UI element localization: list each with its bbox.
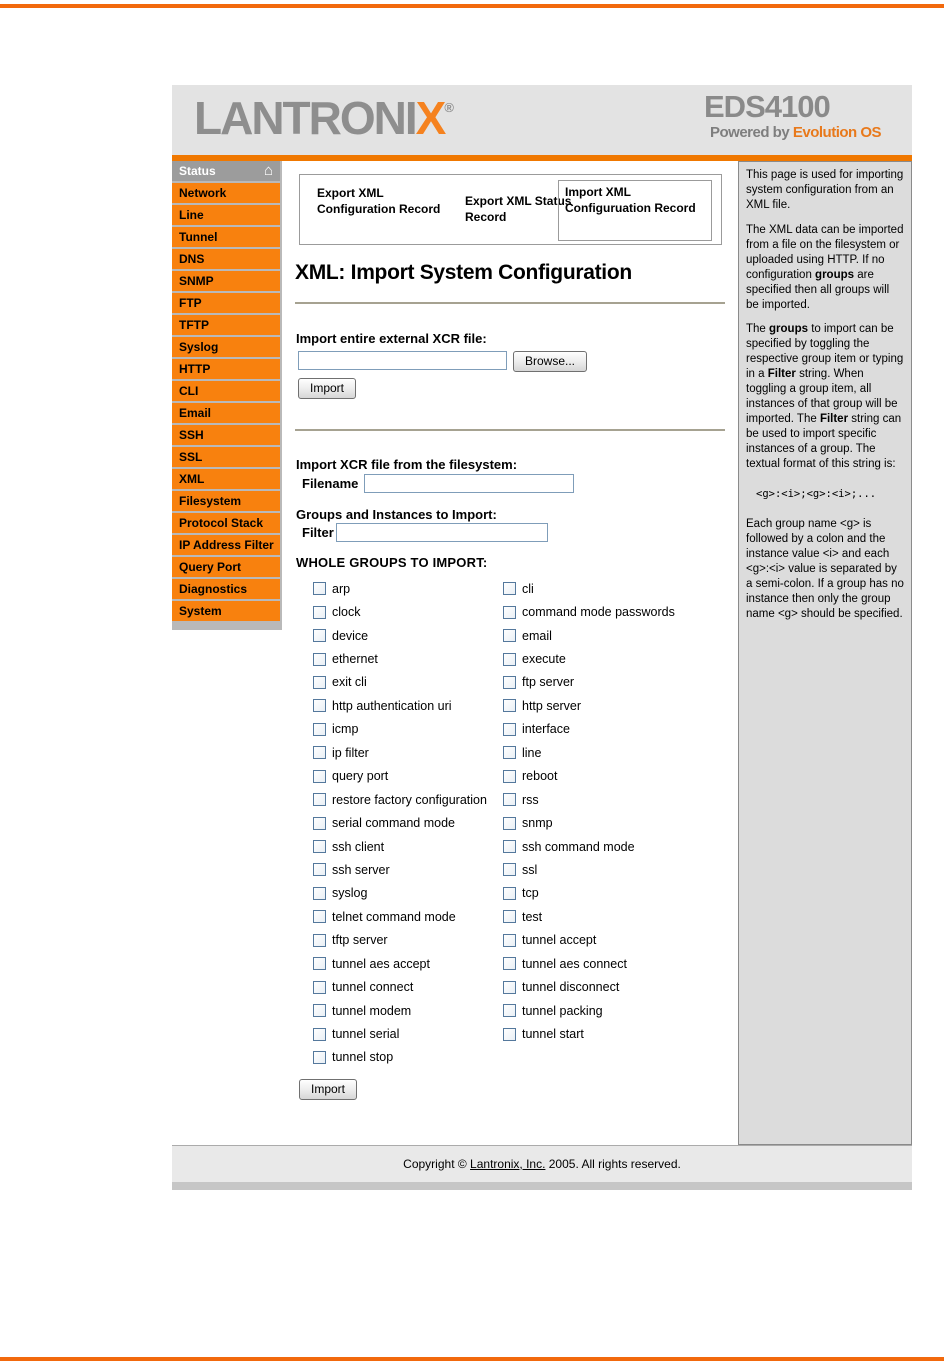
checkbox[interactable] [503,887,516,900]
group-checkbox-row [503,624,675,647]
group-label: tunnel aes connect [522,956,627,971]
xcr-file-input[interactable] [298,351,507,370]
group-checkbox-row [503,882,675,905]
sidebar-item-label: System [179,604,222,618]
sidebar-item-label: DNS [179,252,205,266]
checkbox[interactable] [503,629,516,642]
group-label: reboot [522,769,558,784]
tab-import-xml-configuration-record[interactable]: Import XML Configuruation Record [558,180,712,241]
group-checkbox-row [313,788,487,811]
sidebar-item[interactable] [172,491,280,511]
sidebar-item-label: SSL [179,450,203,464]
group-checkbox-row [313,882,487,905]
group-checkbox-row [313,577,487,600]
group-label: test [522,909,543,924]
group-label: ethernet [332,652,378,667]
app-window [172,85,912,1190]
sidebar-item-label: FTP [179,296,202,310]
home-icon[interactable]: ⌂ [263,162,273,179]
group-label: http authentication uri [332,698,452,713]
filter-input[interactable] [336,523,548,542]
sidebar-item[interactable] [172,425,280,445]
checkbox[interactable] [503,723,516,736]
group-column-left [313,577,487,1069]
checkbox[interactable] [503,746,516,759]
footer [172,1145,912,1182]
checkbox[interactable] [503,699,516,712]
group-label: telnet command mode [332,909,456,924]
group-label: tunnel stop [332,1050,394,1065]
sidebar-item[interactable] [172,183,280,203]
logo-text: LANTRONI [194,92,416,144]
lantronix-logo [194,92,454,144]
group-label: tunnel start [522,1027,584,1042]
evolution-os-text: Evolution OS [792,124,882,141]
group-checkbox-row [503,694,675,717]
sidebar-item-label: CLI [179,384,199,398]
checkbox[interactable] [313,1051,326,1064]
checkbox[interactable] [503,793,516,806]
checkbox[interactable] [313,723,326,736]
checkbox[interactable] [313,606,326,619]
checkbox[interactable] [503,582,516,595]
help-paragraph: This page is used for importing system configuration from an XML file. [746,169,904,211]
group-label: exit cli [332,675,367,690]
top-orange-rule [0,4,944,8]
powered-by-line [710,125,881,140]
checkbox[interactable] [503,934,516,947]
group-label: ssh server [332,862,390,877]
group-label: tunnel aes accept [332,956,430,971]
group-checkbox-row [503,671,675,694]
group-checkbox-row [313,647,487,670]
content-divider [295,302,725,304]
sidebar-item-label: SSH [179,428,204,442]
group-checkbox-row [503,577,675,600]
sidebar-item-label: Syslog [179,340,219,354]
sidebar-item[interactable] [172,249,280,269]
sidebar-item[interactable] [172,227,280,247]
copyright-prefix: Copyright © [403,1157,471,1171]
group-label: tunnel modem [332,1003,412,1018]
checkbox[interactable] [503,653,516,666]
help-paragraph: Each group name <g> is followed by a colon and the instance value <i> and each <g>:<i> value is separated by a semi-colon. If a group has no instance then only the group name <g> should be specified. [746,518,904,621]
group-label: command mode passwords [522,605,675,620]
group-checkbox-row [313,671,487,694]
checkbox[interactable] [313,582,326,595]
sidebar-item[interactable] [172,205,280,225]
sidebar-item-label: Line [179,208,204,222]
sidebar-item[interactable] [172,337,280,357]
checkbox[interactable] [313,676,326,689]
sidebar-item[interactable] [172,513,280,533]
group-checkbox-row [313,1022,487,1045]
checkbox[interactable] [313,910,326,923]
group-label: device [332,628,369,643]
sidebar-item[interactable] [172,403,280,423]
help-paragraph: The groups to import can be specified by toggling the respective group item or typing in a Filter string. When toggling a group item, all instances of that group will be imported. The Filter string can be used to import specific instances of a group. The textual format of this string is: [746,323,904,470]
group-checkbox-row [503,600,675,623]
product-block [704,91,881,140]
whole-groups-heading: WHOLE GROUPS TO IMPORT: [296,555,488,570]
sidebar-item[interactable] [172,469,280,489]
group-checkbox-row [503,788,675,811]
checkbox[interactable] [313,1004,326,1017]
group-checkbox-row [503,999,675,1022]
checkbox[interactable] [313,653,326,666]
sidebar-item-label: Filesystem [179,494,242,508]
sidebar-item-label: XML [179,472,205,486]
group-label: query port [332,769,389,784]
sidebar-item-label: Email [179,406,212,420]
group-label: icmp [332,722,359,737]
group-column-right [503,577,675,1046]
sidebar-item-label: Tunnel [179,230,218,244]
group-label: email [522,628,552,643]
group-checkbox-row [313,835,487,858]
sidebar [172,161,282,630]
sidebar-item-label: IP Address Filter [179,538,274,552]
import-button-top[interactable]: Import [298,378,356,399]
checkbox[interactable] [313,629,326,642]
filename-input[interactable] [364,474,574,493]
checkbox[interactable] [503,1028,516,1041]
group-label: http server [522,698,582,713]
checkbox[interactable] [313,887,326,900]
group-label: tunnel connect [332,980,414,995]
group-checkbox-row [313,858,487,881]
checkbox[interactable] [503,817,516,830]
group-checkbox-row [313,718,487,741]
group-label: interface [522,722,570,737]
filesystem-label: Import XCR file from the filesystem: [296,457,518,472]
group-checkbox-row [503,1022,675,1045]
main-content [282,161,738,1145]
group-label: restore factory configuration [332,792,487,807]
group-checkbox-row [503,741,675,764]
xml-tabs-box [299,174,722,245]
sidebar-item-label: Diagnostics [179,582,248,596]
group-checkbox-row [313,999,487,1022]
filename-label: Filename [302,476,359,491]
group-checkbox-row [503,718,675,741]
group-checkbox-row [503,858,675,881]
group-checkbox-row [313,694,487,717]
group-label: ssl [522,862,538,877]
checkbox[interactable] [503,770,516,783]
logo-x: X [415,92,445,144]
checkbox[interactable] [503,957,516,970]
browse-button[interactable]: Browse... [513,351,587,372]
group-label: tunnel accept [522,933,597,948]
checkbox[interactable] [503,840,516,853]
group-checkbox-row [503,952,675,975]
group-checkbox-row [313,765,487,788]
checkbox[interactable] [313,840,326,853]
group-label: clock [332,605,361,620]
sidebar-item-status[interactable] [172,161,280,181]
sidebar-item[interactable] [172,535,280,555]
sidebar-item[interactable] [172,293,280,313]
group-checkbox-row [503,975,675,998]
group-checkbox-row [313,741,487,764]
sidebar-item[interactable] [172,601,280,621]
group-checkbox-row [503,835,675,858]
filter-format-string: <g>:<i>;<g>:<i>;... [756,487,877,500]
group-label: tunnel packing [522,1003,603,1018]
group-label: line [522,745,542,760]
group-checkbox-row [313,1046,487,1069]
group-label: tunnel serial [332,1027,400,1042]
group-checkbox-row [313,600,487,623]
checkbox[interactable] [503,981,516,994]
group-checkbox-row [503,811,675,834]
sidebar-item[interactable] [172,271,280,291]
product-name: EDS4100 [704,89,830,124]
sidebar-item[interactable] [172,359,280,379]
checkbox[interactable] [313,817,326,830]
sidebar-item[interactable] [172,315,280,335]
page-title: XML: Import System Configuration [295,261,632,284]
group-label: ssh command mode [522,839,635,854]
group-checkbox-row [313,929,487,952]
sidebar-item[interactable] [172,557,280,577]
checkbox[interactable] [313,770,326,783]
sidebar-item[interactable] [172,381,280,401]
groups-instances-label: Groups and Instances to Import: [296,507,497,522]
sidebar-item-label: Network [179,186,227,200]
group-checkbox-row [313,624,487,647]
group-checkbox-row [313,811,487,834]
sidebar-item-label: HTTP [179,362,211,376]
registered-mark-icon: ® [444,100,454,115]
content-divider [295,429,725,431]
group-label: serial command mode [332,816,455,831]
checkbox[interactable] [313,957,326,970]
sidebar-item-label: Query Port [179,560,242,574]
checkbox[interactable] [313,934,326,947]
group-label: execute [522,652,566,667]
group-checkbox-row [313,952,487,975]
group-label: snmp [522,816,553,831]
checkbox[interactable] [313,981,326,994]
sidebar-item[interactable] [172,579,280,599]
group-checkbox-row [503,765,675,788]
group-label: syslog [332,886,368,901]
group-checkbox-row [503,929,675,952]
tab-export-xml-status-record[interactable]: Export XML Status Record [465,194,572,224]
group-label: cli [522,581,534,596]
checkbox[interactable] [313,699,326,712]
group-label: tunnel disconnect [522,980,620,995]
help-panel [738,161,912,1145]
checkbox[interactable] [503,676,516,689]
group-label: ftp server [522,675,575,690]
help-paragraph: The XML data can be imported from a file on the filesystem or uploaded using HTTP. If no configuration groups are specified then all groups will be imported. [746,223,904,311]
group-label: ssh client [332,839,385,854]
bottom-orange-rule [0,1357,944,1361]
group-label: tcp [522,886,539,901]
sidebar-item-label: Protocol Stack [179,516,264,530]
checkbox[interactable] [313,793,326,806]
checkbox[interactable] [313,863,326,876]
group-checkbox-row [313,975,487,998]
lantronix-link[interactable]: Lantronix, Inc. [470,1157,546,1171]
group-checkbox-row [503,905,675,928]
group-label: ip filter [332,745,369,760]
checkbox[interactable] [313,1028,326,1041]
group-label: rss [522,792,539,807]
sidebar-status-label: Status [179,164,216,178]
tab-export-xml-configuration-record[interactable]: Export XML Configuration Record [317,186,441,216]
group-label: tftp server [332,933,388,948]
sidebar-menu [172,161,282,630]
group-checkbox-row [503,647,675,670]
copyright-suffix: 2005. All rights reserved. [545,1157,681,1171]
filter-label: Filter [302,525,334,540]
sidebar-item-label: SNMP [179,274,214,288]
sidebar-item[interactable] [172,447,280,467]
import-button-bottom[interactable]: Import [299,1079,357,1100]
footer-bottom-strip [172,1182,912,1190]
checkbox[interactable] [503,1004,516,1017]
checkbox[interactable] [503,910,516,923]
group-label: arp [332,581,351,596]
external-xcr-label: Import entire external XCR file: [296,331,487,346]
header [172,85,912,155]
checkbox[interactable] [313,746,326,759]
checkbox[interactable] [503,606,516,619]
powered-by-text: Powered by [710,124,793,141]
group-checkbox-row [313,905,487,928]
sidebar-item-label: TFTP [179,318,209,332]
checkbox[interactable] [503,863,516,876]
